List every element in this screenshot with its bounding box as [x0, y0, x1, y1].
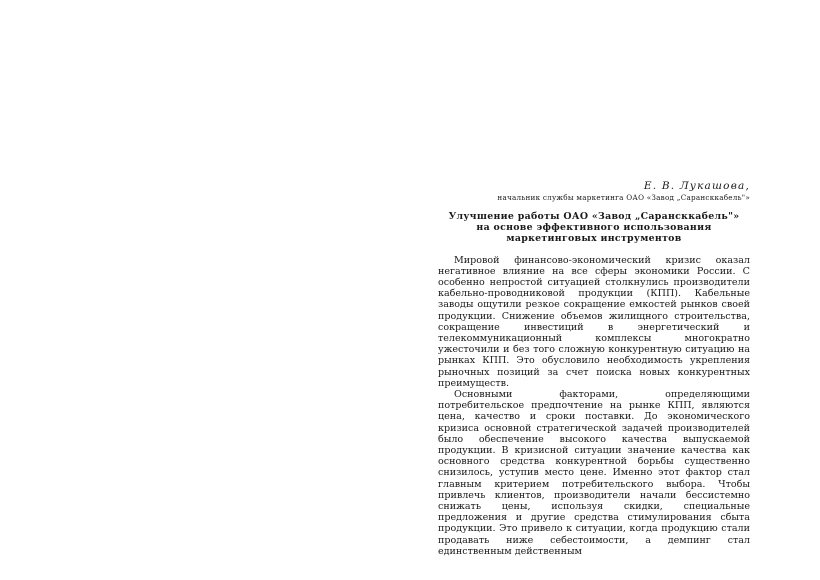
author-name: Е. В. Лукашова, — [643, 180, 750, 192]
article-title-line: Улучшение работы ОАО «Завод „Сарансккабель"» — [448, 211, 740, 222]
article-title-line: на основе эффективного использования — [476, 222, 712, 234]
article-body — [438, 255, 750, 557]
author-position: начальник службы маркетинга ОАО «Завод „Сарансккабель"» — [497, 193, 750, 202]
body-paragraph: Мировой финансово-экономический кризис оказал негативное влияние на все сферы экономики России. С особенно непростой ситуацией столкнулись производители кабельно-проводниковой продукции (КПП). Кабельные заводы ощутили резкое сокращение емкостей рынков своей продукции. Снижение объемов жилищного строительства, сокращение инвестиций в энергетический и телекоммуникационный комплексы многократно ужесточили и без того сложную конкурентную ситуацию на рынках КПП. Это обусловило необходимость укрепления рыночных позиций за счет поиска новых конкурентных преимуществ. — [438, 254, 750, 389]
article-title-line: маркетинговых инструментов — [506, 233, 682, 245]
body-paragraph: Основными факторами, определяющими потребительское предпочтение на рынке КПП, являются цена, качество и сроки поставки. До экономического кризиса основной стратегической задачей производителей было обеспечение высокого качества выпускаемой продукции. В кризисной ситуации значение качества как основного средства конкурентной борьбы существенно снизилось, уступив место цене. Именно этот фактор стал главным критерием потребительского выбора. Чтобы привлечь клиентов, производители начали бессистемно снижать цены, используя скидки, специальные предложения и другие средства стимулирования сбыта продукции. Это привело к ситуации, когда продукцию стали продавать ниже себестоимости, а демпинг стал единственным действенным — [438, 389, 750, 557]
article-page — [438, 180, 750, 557]
article-title — [438, 211, 750, 245]
